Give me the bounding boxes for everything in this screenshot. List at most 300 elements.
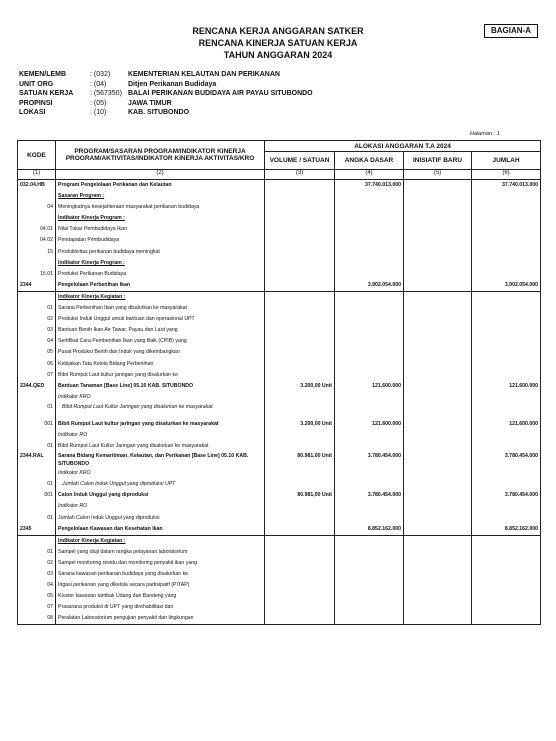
row-inisiatif-baru bbox=[404, 303, 472, 314]
table-row bbox=[18, 235, 541, 246]
row-angka-dasar bbox=[335, 258, 404, 269]
col-num-4: (4) bbox=[335, 170, 404, 180]
table-row bbox=[18, 258, 541, 269]
row-kode bbox=[18, 291, 56, 303]
row-angka-dasar bbox=[335, 535, 404, 547]
row-jumlah bbox=[472, 403, 541, 419]
row-volume bbox=[265, 513, 335, 524]
row-angka-dasar: 3.780.454.000 bbox=[335, 452, 404, 468]
row-uraian: Peralatan Laboratorium pengujian penyakit dan lingkungan bbox=[56, 613, 265, 625]
row-angka-dasar bbox=[335, 213, 404, 224]
row-inisiatif-baru bbox=[404, 381, 472, 392]
row-volume bbox=[265, 191, 335, 202]
row-inisiatif-baru bbox=[404, 403, 472, 419]
row-uraian: Indikator Kinerja Kegiatan : bbox=[56, 291, 265, 303]
table-row bbox=[18, 291, 541, 303]
row-volume bbox=[265, 524, 335, 536]
col-kode: KODE bbox=[18, 141, 56, 170]
meta-label: SATUAN KERJA bbox=[19, 90, 74, 97]
row-angka-dasar: 3.902.054.000 bbox=[335, 280, 404, 292]
table-row bbox=[18, 202, 541, 213]
row-angka-dasar: 121.600.000 bbox=[335, 381, 404, 392]
row-uraian: Pendapatan Pembudidaya bbox=[56, 235, 265, 246]
row-jumlah bbox=[472, 247, 541, 258]
row-jumlah bbox=[472, 258, 541, 269]
row-kode: 01 bbox=[18, 479, 56, 490]
row-volume bbox=[265, 591, 335, 602]
row-jumlah bbox=[472, 314, 541, 325]
row-volume bbox=[265, 269, 335, 280]
row-angka-dasar bbox=[335, 591, 404, 602]
row-angka-dasar bbox=[335, 347, 404, 358]
row-inisiatif-baru bbox=[404, 325, 472, 336]
table-row bbox=[18, 314, 541, 325]
row-kode: 001 bbox=[18, 490, 56, 501]
row-angka-dasar bbox=[335, 269, 404, 280]
row-inisiatif-baru bbox=[404, 347, 472, 358]
row-inisiatif-baru bbox=[404, 547, 472, 558]
row-jumlah bbox=[472, 202, 541, 213]
row-kode: 2344.RAL bbox=[18, 452, 56, 468]
row-volume bbox=[265, 569, 335, 580]
title-line-3: TAHUN ANGGARAN 2024 bbox=[223, 50, 333, 60]
row-jumlah bbox=[472, 558, 541, 569]
row-volume bbox=[265, 558, 335, 569]
row-kode: 01 bbox=[18, 441, 56, 452]
meta-code: : (567350) bbox=[90, 90, 122, 97]
row-inisiatif-baru bbox=[404, 591, 472, 602]
row-kode bbox=[18, 430, 56, 441]
row-volume bbox=[265, 501, 335, 512]
row-angka-dasar bbox=[335, 403, 404, 419]
row-volume bbox=[265, 336, 335, 347]
row-jumlah bbox=[472, 224, 541, 235]
row-uraian: Sertifikat Cara Pembenihan Ikan yang Baik (CPIB) yang bbox=[56, 336, 265, 347]
row-angka-dasar: 3.780.454.000 bbox=[335, 490, 404, 501]
col-num-1: (1) bbox=[18, 170, 56, 180]
row-uraian: Indikator KRO bbox=[56, 392, 265, 403]
meta-row bbox=[19, 70, 313, 80]
row-kode: 2344.QED bbox=[18, 381, 56, 392]
row-volume: 3.200,00 Unit bbox=[265, 381, 335, 392]
row-jumlah bbox=[472, 430, 541, 441]
row-kode bbox=[18, 468, 56, 479]
row-uraian: Pengelolaan Perbenihan Ikan bbox=[56, 280, 265, 292]
row-uraian: Bantuan Benih Ikan Air Tawar, Payau dan Laut yang bbox=[56, 325, 265, 336]
row-uraian: Produksi Induk Unggul untuk bantuan dan operasional UPT bbox=[56, 314, 265, 325]
row-kode: 15.01 bbox=[18, 269, 56, 280]
table-row bbox=[18, 602, 541, 613]
row-angka-dasar bbox=[335, 547, 404, 558]
row-angka-dasar bbox=[335, 224, 404, 235]
table-row bbox=[18, 569, 541, 580]
row-kode: 08 bbox=[18, 613, 56, 625]
row-angka-dasar bbox=[335, 370, 404, 381]
row-volume bbox=[265, 613, 335, 625]
row-jumlah bbox=[472, 513, 541, 524]
row-uraian: Pusat Produksi Benih dan Induk yang dikembangkan bbox=[56, 347, 265, 358]
row-jumlah bbox=[472, 479, 541, 490]
row-inisiatif-baru bbox=[404, 224, 472, 235]
row-uraian: Indikator KRO bbox=[56, 468, 265, 479]
row-kode: 07 bbox=[18, 370, 56, 381]
row-inisiatif-baru bbox=[404, 580, 472, 591]
row-kode: 01 bbox=[18, 403, 56, 419]
row-angka-dasar bbox=[335, 468, 404, 479]
row-uraian: Jumlah Calon Induk Unggul yang diproduksi bbox=[56, 513, 265, 524]
row-volume bbox=[265, 213, 335, 224]
row-angka-dasar bbox=[335, 202, 404, 213]
row-inisiatif-baru bbox=[404, 291, 472, 303]
meta-value: Ditjen Perikanan Budidaya bbox=[128, 80, 217, 88]
table-row bbox=[18, 269, 541, 280]
row-kode: 05 bbox=[18, 591, 56, 602]
row-inisiatif-baru bbox=[404, 524, 472, 536]
table-row bbox=[18, 441, 541, 452]
meta-row bbox=[19, 89, 313, 99]
satker-meta bbox=[19, 70, 313, 118]
col-num-5: (5) bbox=[404, 170, 472, 180]
row-angka-dasar bbox=[335, 191, 404, 202]
row-inisiatif-baru bbox=[404, 569, 472, 580]
row-angka-dasar bbox=[335, 247, 404, 258]
row-kode bbox=[18, 535, 56, 547]
col-alokasi: ALOKASI ANGGARAN T.A 2024 bbox=[265, 141, 541, 152]
row-inisiatif-baru bbox=[404, 191, 472, 202]
row-kode bbox=[18, 501, 56, 512]
row-inisiatif-baru bbox=[404, 213, 472, 224]
col-inisiatif-baru: INISIATIF BARU bbox=[404, 152, 472, 170]
row-inisiatif-baru bbox=[404, 613, 472, 625]
row-inisiatif-baru bbox=[404, 452, 472, 468]
table-row bbox=[18, 452, 541, 468]
row-volume bbox=[265, 291, 335, 303]
row-jumlah bbox=[472, 303, 541, 314]
row-angka-dasar bbox=[335, 558, 404, 569]
row-volume bbox=[265, 303, 335, 314]
meta-row bbox=[19, 108, 313, 118]
meta-value: BALAI PERIKANAN BUDIDAYA AIR PAYAU SITUBONDO bbox=[128, 90, 313, 97]
row-kode bbox=[18, 213, 56, 224]
row-jumlah bbox=[472, 235, 541, 246]
row-kode: 2345 bbox=[18, 524, 56, 536]
row-uraian: Bibit Rumput Laut Kultur Jaringan yang disalurkan ke masyarakat bbox=[56, 441, 265, 452]
row-jumlah bbox=[472, 213, 541, 224]
row-angka-dasar bbox=[335, 336, 404, 347]
row-uraian: Sarana Bidang Kemaritiman, Kelautan, dan Perikanan [Base Line] 05.10 KAB. SITUBONDO bbox=[56, 452, 265, 468]
table-row bbox=[18, 213, 541, 224]
row-jumlah bbox=[472, 336, 541, 347]
row-jumlah: 121.600.000 bbox=[472, 381, 541, 392]
col-angka-dasar: ANGKA DASAR bbox=[335, 152, 404, 170]
row-uraian: Sarana Perbenihan Ikan yang disalurkan ke masyarakat bbox=[56, 303, 265, 314]
col-num-3: (3) bbox=[265, 170, 335, 180]
col-jumlah: JUMLAH bbox=[472, 152, 541, 170]
table-row bbox=[18, 392, 541, 403]
row-volume bbox=[265, 180, 335, 192]
row-uraian: Nilai Tukar Pembudidaya Ikan bbox=[56, 224, 265, 235]
row-angka-dasar bbox=[335, 602, 404, 613]
row-jumlah bbox=[472, 501, 541, 512]
row-jumlah bbox=[472, 547, 541, 558]
row-uraian: Prasarana produksi di UPT yang direhabilitasi dan bbox=[56, 602, 265, 613]
row-inisiatif-baru bbox=[404, 535, 472, 547]
row-volume bbox=[265, 370, 335, 381]
row-kode: 02 bbox=[18, 314, 56, 325]
meta-code: : (05) bbox=[90, 99, 107, 107]
row-inisiatif-baru bbox=[404, 558, 472, 569]
meta-row bbox=[19, 80, 313, 90]
table-row bbox=[18, 490, 541, 501]
row-volume: 80.981,00 Unit bbox=[265, 452, 335, 468]
row-inisiatif-baru bbox=[404, 258, 472, 269]
row-inisiatif-baru bbox=[404, 501, 472, 512]
meta-code: : (04) bbox=[90, 80, 107, 88]
row-kode: 01 bbox=[18, 547, 56, 558]
table-row bbox=[18, 180, 541, 192]
row-volume bbox=[265, 535, 335, 547]
row-uraian: Meningkatnya kesejahteraan masyarakat perikanan budidaya bbox=[56, 202, 265, 213]
meta-label: UNIT ORG bbox=[19, 80, 54, 88]
meta-value: KAB. SITUBONDO bbox=[128, 109, 190, 116]
row-jumlah: 3.902.054.000 bbox=[472, 280, 541, 292]
bagian-badge: BAGIAN-A bbox=[484, 24, 538, 38]
row-kode bbox=[18, 258, 56, 269]
row-volume: 80.981,00 Unit bbox=[265, 490, 335, 501]
row-kode: 032.04.HB bbox=[18, 180, 56, 192]
row-uraian: Jumlah Calon Induk Unggul yang diproduksi UPT bbox=[56, 479, 265, 490]
row-kode: 04 bbox=[18, 336, 56, 347]
table-row bbox=[18, 580, 541, 591]
row-volume bbox=[265, 468, 335, 479]
row-jumlah bbox=[472, 569, 541, 580]
row-angka-dasar bbox=[335, 291, 404, 303]
row-volume bbox=[265, 602, 335, 613]
meta-label: PROPINSI bbox=[19, 99, 53, 107]
row-inisiatif-baru bbox=[404, 468, 472, 479]
row-inisiatif-baru bbox=[404, 202, 472, 213]
row-angka-dasar bbox=[335, 303, 404, 314]
col-num-6: (6) bbox=[472, 170, 541, 180]
row-volume bbox=[265, 580, 335, 591]
table-row bbox=[18, 303, 541, 314]
row-inisiatif-baru bbox=[404, 336, 472, 347]
row-uraian: Indikator RO bbox=[56, 430, 265, 441]
table-row bbox=[18, 191, 541, 202]
table-row bbox=[18, 558, 541, 569]
table-row bbox=[18, 501, 541, 512]
row-uraian: Sasaran Program : bbox=[56, 191, 265, 202]
row-uraian: Indikator Kinerja Kegiatan : bbox=[56, 535, 265, 547]
row-kode: 07 bbox=[18, 602, 56, 613]
row-uraian: Bibit Rumput Laut kultur jaringan yang disalurkan ke bbox=[56, 370, 265, 381]
row-inisiatif-baru bbox=[404, 430, 472, 441]
row-inisiatif-baru bbox=[404, 419, 472, 430]
row-inisiatif-baru bbox=[404, 359, 472, 370]
row-jumlah: 3.780.454.000 bbox=[472, 452, 541, 468]
table-row bbox=[18, 280, 541, 292]
row-angka-dasar: 121.600.000 bbox=[335, 419, 404, 430]
row-kode: 04 bbox=[18, 202, 56, 213]
row-angka-dasar bbox=[335, 513, 404, 524]
meta-label: LOKASI bbox=[19, 109, 46, 116]
row-inisiatif-baru bbox=[404, 370, 472, 381]
table-row bbox=[18, 347, 541, 358]
row-jumlah bbox=[472, 191, 541, 202]
row-uraian: Sampel yang diuji dalam rangka pelayanan laboratorium bbox=[56, 547, 265, 558]
row-angka-dasar bbox=[335, 501, 404, 512]
row-jumlah bbox=[472, 441, 541, 452]
table-row bbox=[18, 591, 541, 602]
row-jumlah bbox=[472, 591, 541, 602]
row-volume bbox=[265, 441, 335, 452]
row-jumlah: 8.852.162.000 bbox=[472, 524, 541, 536]
row-uraian: Produktivitas perikanan budidaya meningkat bbox=[56, 247, 265, 258]
row-kode: 06 bbox=[18, 359, 56, 370]
row-angka-dasar: 37.740.013.000 bbox=[335, 180, 404, 192]
row-kode: 02 bbox=[18, 558, 56, 569]
row-inisiatif-baru bbox=[404, 392, 472, 403]
row-jumlah: 121.600.000 bbox=[472, 419, 541, 430]
row-kode: 2344 bbox=[18, 280, 56, 292]
row-volume bbox=[265, 224, 335, 235]
row-uraian: Sarana kawasan perikanan budidaya yang disalurkan ke bbox=[56, 569, 265, 580]
row-inisiatif-baru bbox=[404, 247, 472, 258]
row-uraian: Bantuan Tanaman [Base Line] 05.10 KAB. SITUBONDO bbox=[56, 381, 265, 392]
table-row bbox=[18, 479, 541, 490]
row-kode: 001 bbox=[18, 419, 56, 430]
meta-code: : (10) bbox=[90, 109, 107, 116]
row-kode: 15 bbox=[18, 247, 56, 258]
row-angka-dasar bbox=[335, 479, 404, 490]
table-row bbox=[18, 381, 541, 392]
row-uraian: Bibit Rumput Laut Kultur Jaringan yang disalurkan ke masyarakat bbox=[56, 403, 265, 419]
row-jumlah bbox=[472, 468, 541, 479]
row-volume bbox=[265, 430, 335, 441]
row-inisiatif-baru bbox=[404, 280, 472, 292]
row-kode bbox=[18, 392, 56, 403]
table-row bbox=[18, 336, 541, 347]
table-row bbox=[18, 524, 541, 536]
row-inisiatif-baru bbox=[404, 180, 472, 192]
table-row bbox=[18, 613, 541, 625]
budget-table bbox=[17, 140, 541, 625]
table-row bbox=[18, 359, 541, 370]
meta-row bbox=[19, 99, 313, 109]
row-kode: 01 bbox=[18, 303, 56, 314]
row-volume bbox=[265, 479, 335, 490]
row-kode: 01 bbox=[18, 513, 56, 524]
row-inisiatif-baru bbox=[404, 314, 472, 325]
row-jumlah bbox=[472, 359, 541, 370]
row-uraian: Bibit Rumput Laut kultur jaringan yang disalurkan ke masyarakat bbox=[56, 419, 265, 430]
row-angka-dasar bbox=[335, 580, 404, 591]
row-angka-dasar bbox=[335, 613, 404, 625]
table-row bbox=[18, 419, 541, 430]
row-uraian: Irigasi perikanan yang dikelola secara partisipatif (PITAP) bbox=[56, 580, 265, 591]
row-angka-dasar bbox=[335, 430, 404, 441]
row-kode: 04.02 bbox=[18, 235, 56, 246]
row-kode: 03 bbox=[18, 569, 56, 580]
row-volume bbox=[265, 325, 335, 336]
meta-value: JAWA TIMUR bbox=[128, 99, 172, 107]
table-row bbox=[18, 403, 541, 419]
table-row bbox=[18, 535, 541, 547]
row-uraian: Kluster kawasan tambak Udang dan Bandeng yang bbox=[56, 591, 265, 602]
table-row bbox=[18, 247, 541, 258]
row-volume bbox=[265, 547, 335, 558]
row-volume bbox=[265, 202, 335, 213]
row-inisiatif-baru bbox=[404, 513, 472, 524]
row-volume bbox=[265, 403, 335, 419]
row-kode: 03 bbox=[18, 325, 56, 336]
row-kode: 04.01 bbox=[18, 224, 56, 235]
row-jumlah: 37.740.013.000 bbox=[472, 180, 541, 192]
row-kode: 04 bbox=[18, 580, 56, 591]
meta-value: KEMENTERIAN KELAUTAN DAN PERIKANAN bbox=[128, 71, 280, 78]
row-inisiatif-baru bbox=[404, 235, 472, 246]
row-angka-dasar bbox=[335, 359, 404, 370]
row-uraian: Pengelolaan Kawasan dan Kesehatan Ikan bbox=[56, 524, 265, 536]
page-number: Halaman : 1 bbox=[470, 131, 500, 137]
table-row bbox=[18, 547, 541, 558]
row-volume bbox=[265, 314, 335, 325]
row-volume bbox=[265, 280, 335, 292]
row-jumlah bbox=[472, 392, 541, 403]
row-volume bbox=[265, 258, 335, 269]
row-uraian: Produksi Perikanan Budidaya bbox=[56, 269, 265, 280]
row-jumlah bbox=[472, 613, 541, 625]
table-row bbox=[18, 224, 541, 235]
row-inisiatif-baru bbox=[404, 490, 472, 501]
table-row bbox=[18, 468, 541, 479]
row-volume: 3.200,00 Unit bbox=[265, 419, 335, 430]
row-inisiatif-baru bbox=[404, 441, 472, 452]
row-angka-dasar bbox=[335, 569, 404, 580]
row-inisiatif-baru bbox=[404, 269, 472, 280]
row-kode bbox=[18, 191, 56, 202]
title-line-1: RENCANA KERJA ANGGARAN SATKER bbox=[192, 26, 364, 36]
row-volume bbox=[265, 347, 335, 358]
row-jumlah bbox=[472, 347, 541, 358]
row-angka-dasar bbox=[335, 314, 404, 325]
row-angka-dasar bbox=[335, 392, 404, 403]
row-jumlah bbox=[472, 325, 541, 336]
row-jumlah bbox=[472, 370, 541, 381]
row-angka-dasar bbox=[335, 325, 404, 336]
col-program: PROGRAM/SASARAN PROGRAM/INDIKATOR KINERJA PROGRAM/AKTIVITAS/INDIKATOR KINERJA AKTIVITAS/KRO bbox=[56, 141, 265, 170]
row-uraian: Indikator RO bbox=[56, 501, 265, 512]
row-volume bbox=[265, 359, 335, 370]
row-inisiatif-baru bbox=[404, 602, 472, 613]
row-uraian: Calon Induk Unggul yang diproduksi bbox=[56, 490, 265, 501]
row-volume bbox=[265, 235, 335, 246]
col-num-2: (2) bbox=[56, 170, 265, 180]
row-jumlah bbox=[472, 535, 541, 547]
row-uraian: Indikator Kinerja Program : bbox=[56, 258, 265, 269]
col-volume: VOLUME / SATUAN bbox=[265, 152, 335, 170]
table-row bbox=[18, 370, 541, 381]
row-uraian: Kebijakan Tata Kelola Bidang Perbenihan bbox=[56, 359, 265, 370]
table-row bbox=[18, 430, 541, 441]
row-volume bbox=[265, 392, 335, 403]
row-kode: 05 bbox=[18, 347, 56, 358]
table-row bbox=[18, 325, 541, 336]
row-uraian: Program Pengelolaan Perikanan dan Kelautan bbox=[56, 180, 265, 192]
row-uraian: Sampel monitoring residu dan monitoring penyakit ikan yang bbox=[56, 558, 265, 569]
row-angka-dasar: 8.852.162.000 bbox=[335, 524, 404, 536]
table-row bbox=[18, 513, 541, 524]
